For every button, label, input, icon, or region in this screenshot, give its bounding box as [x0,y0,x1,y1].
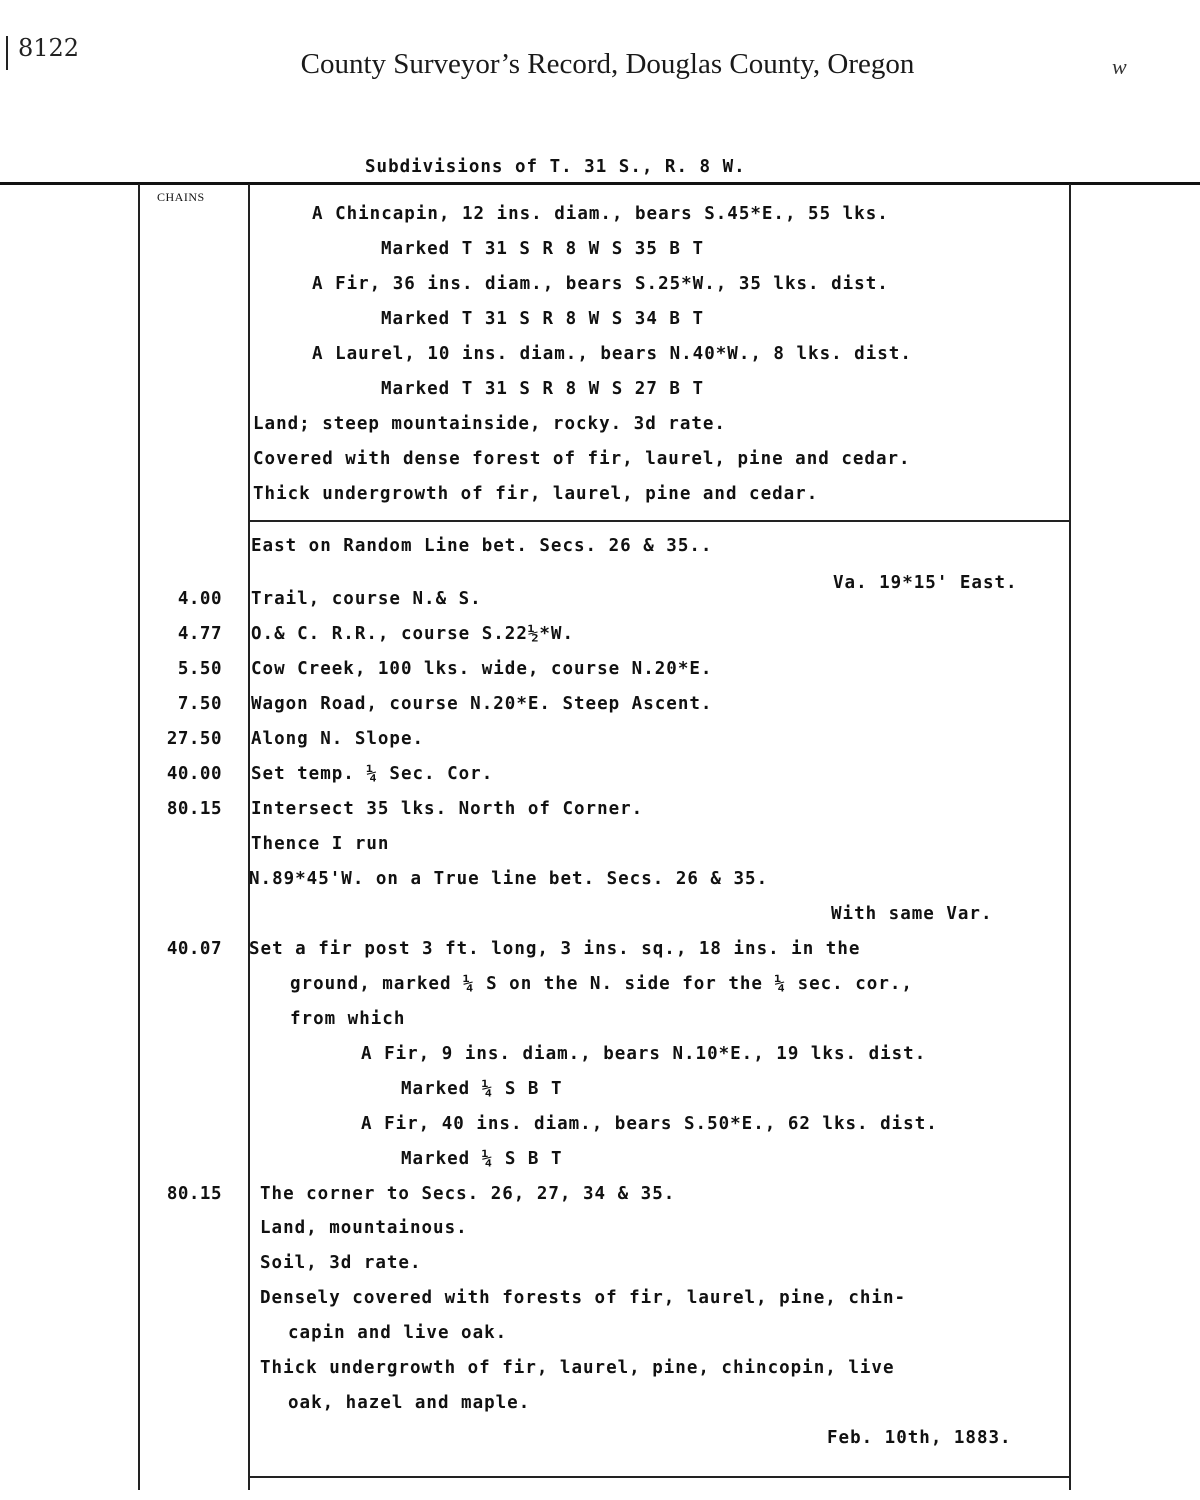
entry-text: Set a fir post 3 ft. long, 3 ins. sq., 18 ins. in the [249,939,861,959]
section-divider [249,1476,1070,1478]
entry-text: A Fir, 36 ins. diam., bears S.25*W., 35 lks. dist. [312,274,889,294]
chain-distance: 40.00 [166,764,222,784]
page-subtitle: Subdivisions of T. 31 S., R. 8 W. [365,157,746,177]
entry-text: Wagon Road, course N.20*E. Steep Ascent. [251,694,713,714]
column-line-right [1069,184,1071,1490]
entry-text: Set temp. ¼ Sec. Cor. [251,764,494,784]
entry-text: A Fir, 9 ins. diam., bears N.10*E., 19 lks. dist. [361,1044,927,1064]
entry-text: Along N. Slope. [251,729,425,749]
entry-text: Thence I run [251,834,390,854]
entry-text: Thick undergrowth of fir, laurel, pine, chincopin, live [260,1358,895,1378]
chains-column-header: CHAINS [157,190,205,204]
entry-text: Soil, 3d rate. [260,1253,422,1273]
chain-distance: 80.15 [166,1184,222,1204]
entry-text: A Laurel, 10 ins. diam., bears N.40*W., 8 lks. dist. [312,344,912,364]
chain-distance: 7.50 [177,694,222,714]
entry-text: Land; steep mountainside, rocky. 3d rate. [253,414,726,434]
entry-text: Covered with dense forest of fir, laurel, pine and cedar. [253,449,911,469]
entry-text: Trail, course N.& S. [251,589,482,609]
entry-text: Cow Creek, 100 lks. wide, course N.20*E. [251,659,713,679]
chain-distance: 27.50 [166,729,222,749]
chain-distance: 40.07 [166,939,222,959]
entry-text: capin and live oak. [288,1323,508,1343]
handwritten-mark: w [1112,54,1127,79]
column-line-left [138,184,140,1490]
chain-distance: 4.77 [177,624,222,644]
entry-text: Land, mountainous. [260,1218,468,1238]
entry-text: The corner to Secs. 26, 27, 34 & 35. [260,1184,676,1204]
chain-distance: 80.15 [166,799,222,819]
entry-text: Marked T 31 S R 8 W S 27 B T [381,379,705,399]
entry-text: O.& C. R.R., course S.22½*W. [251,624,575,644]
entry-text: Marked T 31 S R 8 W S 34 B T [381,309,705,329]
entry-text: Marked ¼ S B T [401,1149,563,1169]
section-divider [249,520,1070,522]
entry-text: Densely covered with forests of fir, laurel, pine, chin- [260,1288,907,1308]
entry-text: A Chincapin, 12 ins. diam., bears S.45*E., 55 lks. [312,204,889,224]
entry-date: Feb. 10th, 1883. [827,1428,1012,1448]
header-rule [0,182,1200,185]
entry-text: Intersect 35 lks. North of Corner. [251,799,644,819]
entry-text: ground, marked ¼ S on the N. side for the ¼ sec. cor., [290,974,913,994]
entry-text: Va. 19*15' East. [833,573,1018,593]
page-number: 8122 [18,34,80,62]
chain-distance: 4.00 [177,589,222,609]
entry-text: oak, hazel and maple. [288,1393,531,1413]
entry-text: Marked ¼ S B T [401,1079,563,1099]
entry-text: A Fir, 40 ins. diam., bears S.50*E., 62 lks. dist. [361,1114,938,1134]
entry-text: from which [290,1009,406,1029]
entry-text: With same Var. [831,904,993,924]
entry-text: N.89*45'W. on a True line bet. Secs. 26 & 35. [249,869,769,889]
entry-text: Thick undergrowth of fir, laurel, pine and cedar. [253,484,819,504]
page-title: County Surveyor’s Record, Douglas County, Oregon [300,48,915,80]
column-line-middle [248,184,250,1490]
chain-distance: 5.50 [177,659,222,679]
entry-text: East on Random Line bet. Secs. 26 & 35.. [251,536,713,556]
entry-text: Marked T 31 S R 8 W S 35 B T [381,239,705,259]
